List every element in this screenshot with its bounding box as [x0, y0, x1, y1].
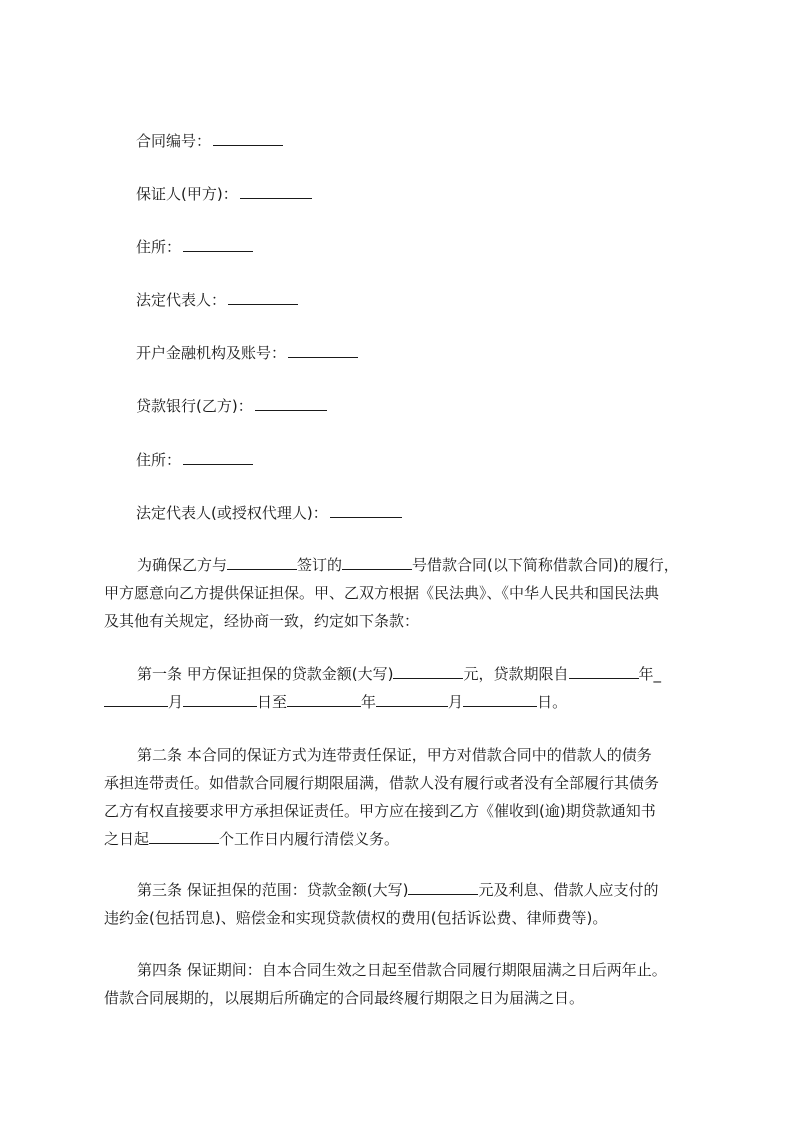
article-2-line-4 — [104, 825, 704, 853]
preamble-paragraph — [104, 551, 704, 635]
lender-bank-field — [136, 396, 327, 416]
preamble-contract-no-blank[interactable] — [342, 555, 412, 570]
guarantor-blank[interactable] — [240, 184, 312, 199]
contract-number-label: 合同编号： — [136, 132, 212, 150]
end-month-blank[interactable] — [376, 692, 448, 707]
preamble-line-3: 及其他有关规定，经协商一致，约定如下条款： — [104, 612, 420, 630]
loan-amount-blank[interactable] — [393, 664, 463, 679]
guarantor-legal-rep-label: 法定代表人： — [136, 291, 227, 309]
article-4-line-1: 第四条 保证期间：自本合同生效之日起至借款合同履行期限届满之日后两年止。 — [137, 961, 667, 979]
article-2-text-b: 个工作日内履行清偿义务。 — [219, 830, 400, 848]
lender-address-blank[interactable] — [183, 450, 253, 465]
article-2-line-1: 第二条 本合同的保证方式为连带责任保证，甲方对借款合同中的借款人的债务 — [137, 746, 652, 764]
article-4-paragraph — [104, 956, 704, 1012]
guarantor-field — [136, 184, 312, 204]
article-3-paragraph — [104, 876, 704, 932]
article-3-line-1 — [104, 876, 704, 904]
guarantor-legal-rep-field — [136, 290, 298, 310]
preamble-line-1 — [104, 551, 704, 579]
article-1-text-d: 月 — [168, 693, 184, 711]
article-1-text-h: 日。 — [537, 693, 568, 711]
lender-legal-rep-blank[interactable] — [330, 503, 402, 518]
article-1-text-b: 元，贷款期限自 — [463, 665, 569, 683]
article-3-line-2: 违约金(包括罚息)、赔偿金和实现贷款债权的费用(包括诉讼费、律师费等)。 — [104, 909, 608, 927]
start-day-blank[interactable] — [183, 692, 257, 707]
bank-account-label: 开户金融机构及账号： — [136, 344, 287, 362]
article-4-line-2: 借款合同展期的，以展期后所确定的合同最终履行期限之日为届满之日。 — [104, 989, 585, 1007]
lender-legal-rep-label: 法定代表人(或授权代理人)： — [136, 504, 328, 522]
end-year-blank[interactable] — [287, 692, 361, 707]
start-year-blank[interactable] — [569, 664, 639, 679]
article-1-text-c: 年_ — [638, 665, 662, 683]
article-2-text-a: 之日起 — [104, 830, 150, 848]
guarantor-address-field — [136, 237, 253, 257]
preamble-text-a: 为确保乙方与 — [137, 556, 228, 574]
guarantor-address-label: 住所： — [136, 238, 182, 256]
preamble-text-c: 号借款合同(以下简称借款合同)的履行， — [412, 556, 679, 574]
preamble-line-2: 甲方愿意向乙方提供保证担保。甲、乙双方根据《民法典》、《中华人民共和国民法典 — [104, 584, 660, 602]
contract-number-field — [136, 131, 283, 151]
article-1-line-2 — [104, 688, 704, 716]
lender-address-field — [136, 450, 253, 470]
article-1-text-g: 月 — [448, 693, 464, 711]
article-1-text-e: 日至 — [257, 693, 288, 711]
article-2-paragraph — [104, 741, 704, 853]
preamble-party-blank[interactable] — [227, 555, 297, 570]
guarantor-label: 保证人(甲方)： — [136, 185, 238, 203]
working-days-blank[interactable] — [149, 829, 219, 844]
lender-bank-label: 贷款银行(乙方)： — [136, 397, 253, 415]
article-2-line-2: 承担连带责任。如借款合同履行期限届满，借款人没有履行或者没有全部履行其债务 — [104, 774, 660, 792]
lender-address-label: 住所： — [136, 451, 182, 469]
guarantee-amount-blank[interactable] — [408, 880, 478, 895]
guarantor-legal-rep-blank[interactable] — [228, 290, 298, 305]
article-1-text-f: 年 — [361, 693, 377, 711]
article-1-text-a: 第一条 甲方保证担保的贷款金额(大写) — [137, 665, 394, 683]
lender-bank-blank[interactable] — [255, 396, 327, 411]
lender-legal-rep-field — [136, 503, 402, 523]
bank-account-blank[interactable] — [288, 343, 358, 358]
end-day-blank[interactable] — [463, 692, 537, 707]
article-1-paragraph — [104, 660, 704, 716]
article-3-text-a: 第三条 保证担保的范围：贷款金额(大写) — [137, 881, 409, 899]
guarantor-address-blank[interactable] — [183, 237, 253, 252]
article-1-line-1 — [104, 660, 704, 688]
article-3-text-b: 元及利息、借款人应支付的 — [478, 881, 659, 899]
article-2-line-3: 乙方有权直接要求甲方承担保证责任。甲方应在接到乙方《催收到(逾)期贷款通知书 — [104, 802, 656, 820]
contract-number-blank[interactable] — [213, 131, 283, 146]
preamble-text-b: 签订的 — [297, 556, 343, 574]
start-month-blank[interactable] — [104, 692, 168, 707]
bank-account-field — [136, 343, 358, 363]
